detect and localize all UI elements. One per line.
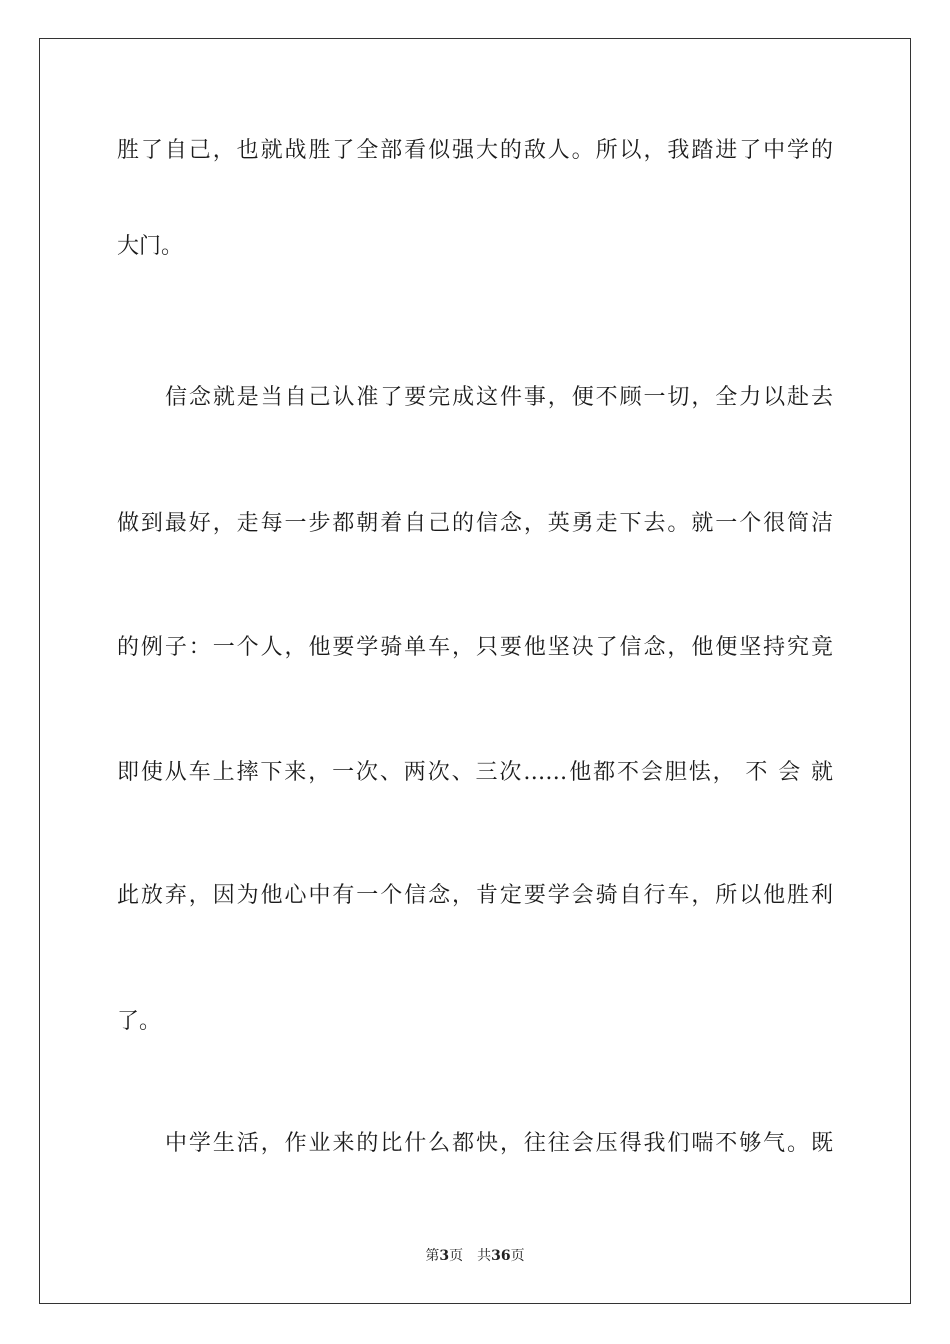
text-line: 胜了自己，也就战胜了全部看似强大的敌人。所以，我踏进了中学的 <box>117 138 833 163</box>
page-border <box>39 38 911 1304</box>
text-line: 此放弃，因为他心中有一个信念，肯定要学会骑自行车，所以他胜利 <box>117 883 833 908</box>
page-number: 3 <box>439 1248 450 1264</box>
text-line: 中学生活，作业来的比什么都快，往往会压得我们喘不够气。既 <box>165 1131 833 1156</box>
text-line: 做到最好，走每一步都朝着自己的信念，英勇走下去。就一个很简洁 <box>117 511 833 536</box>
page-prefix: 第 <box>425 1248 440 1264</box>
text-line: 信念就是当自己认准了要完成这件事，便不顾一切，全力以赴去 <box>165 385 833 410</box>
page-suffix: 页 <box>449 1248 464 1264</box>
text-line: 即使从车上摔下来，一次、两次、三次……他都不会胆怯， 不 会 就 <box>117 760 833 785</box>
text-line: 的例子：一个人，他要学骑单车，只要他坚决了信念，他便坚持究竟 <box>117 635 833 660</box>
total-pages: 36 <box>491 1248 511 1264</box>
page-footer <box>0 1246 950 1266</box>
total-suffix: 页 <box>510 1248 525 1264</box>
total-prefix: 共 <box>477 1248 492 1264</box>
text-line: 大门。 <box>117 234 184 259</box>
text-line: 了。 <box>117 1009 162 1034</box>
